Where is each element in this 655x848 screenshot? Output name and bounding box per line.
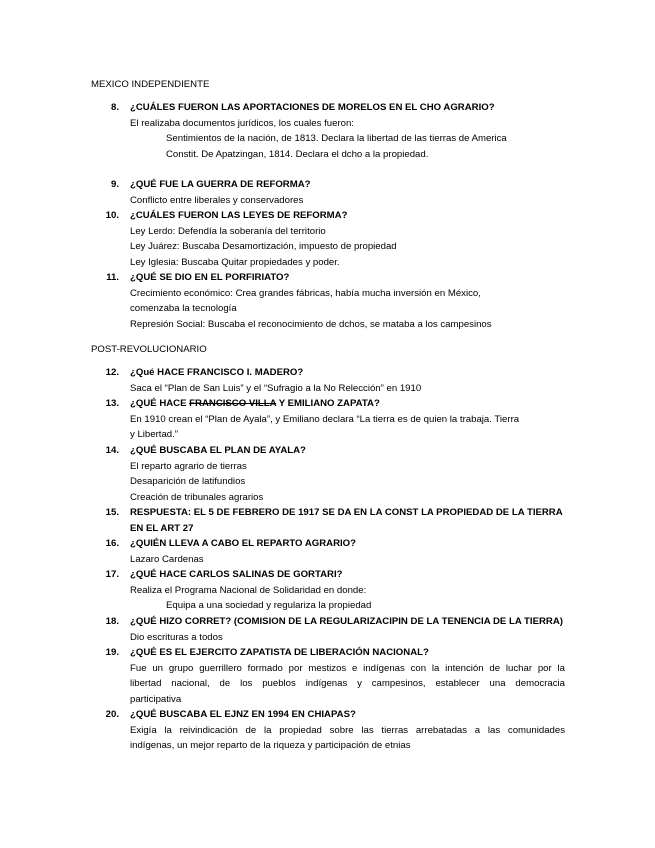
answer-17-2: Equipa a una sociedad y regulariza la propiedad — [166, 600, 372, 611]
question-13 — [130, 398, 380, 410]
question-8: ¿CUÁLES FUERON LAS APORTACIONES DE MORELOS EN EL CHO AGRARIO? — [130, 102, 495, 113]
question-15: RESPUESTA: EL 5 DE FEBRERO DE 1917 SE DA EN LA CONST LA PROPIEDAD DE LA TIERRA — [130, 507, 563, 518]
question-14: ¿QUÉ BUSCABA EL PLAN DE AYALA? — [130, 445, 306, 456]
question-15-continued: EN EL ART 27 — [130, 523, 194, 534]
answer-20-1: Exigía la reivindicación de la propiedad sobre las tierras arrebatadas a las comunidades — [130, 725, 565, 736]
item-number-14: 14. — [105, 445, 119, 456]
answer-14-2: Desaparición de latifundios — [130, 476, 246, 487]
question-20: ¿QUÉ BUSCABA EL EJNZ EN 1994 EN CHIAPAS? — [130, 709, 356, 720]
question-11: ¿QUÉ SE DIO EN EL PORFIRIATO? — [130, 272, 290, 283]
answer-10-1: Ley Lerdo: Defendía la soberanía del territorio — [130, 226, 326, 237]
item-number-8: 8. — [110, 102, 119, 113]
question-9: ¿QUÉ FUE LA GUERRA DE REFORMA? — [130, 179, 311, 190]
item-number-10: 10. — [105, 210, 119, 221]
answer-16-1: Lazaro Cardenas — [130, 554, 204, 565]
item-number-15: 15. — [105, 507, 119, 518]
answer-11-2: comenzaba la tecnología — [130, 303, 237, 314]
answer-13-2: y Libertad.” — [130, 429, 178, 440]
answer-13-1: En 1910 crean el “Plan de Ayala”, y Emiliano declara “La tierra es de quien la trabaja. Tierra — [130, 414, 520, 425]
answer-8-2: Sentimientos de la nación, de 1813. Declara la libertad de las tierras de America — [166, 133, 507, 144]
answer-8-1: El realizaba documentos jurídicos, los cuales fueron: — [130, 118, 354, 129]
answer-10-3: Ley Iglesia: Buscaba Quitar propiedades y poder. — [130, 257, 340, 268]
item-number-17: 17. — [105, 569, 119, 580]
question-18: ¿QUÉ HIZO CORRET? (COMISION DE LA REGULARIZACIPIN DE LA TENENCIA DE LA TIERRA) — [130, 616, 563, 627]
item-number-19: 19. — [105, 647, 119, 658]
section-heading-mexico-independiente: MEXICO INDEPENDIENTE — [91, 79, 210, 90]
item-number-9: 9. — [110, 179, 119, 190]
question-10: ¿CUÁLES FUERON LAS LEYES DE REFORMA? — [130, 210, 348, 221]
question-16: ¿QUIÉN LLEVA A CABO EL REPARTO AGRARIO? — [130, 538, 356, 549]
answer-14-1: El reparto agrario de tierras — [130, 461, 247, 472]
question-13-strikethrough: FRANCISCO VILLA — [189, 398, 277, 409]
item-number-16: 16. — [105, 538, 119, 549]
item-number-12: 12. — [105, 367, 119, 378]
question-13-pre: ¿QUÉ HACE — [130, 398, 190, 409]
item-number-18: 18. — [105, 616, 119, 627]
answer-19-2: libertad nacional, de los pueblos indígenas y campesinos, establecer una democracia — [130, 678, 565, 689]
answer-10-2: Ley Juárez: Buscaba Desamortización, impuesto de propiedad — [130, 241, 397, 252]
answer-17-1: Realiza el Programa Nacional de Solidaridad en donde: — [130, 585, 367, 596]
answer-14-3: Creación de tribunales agrarios — [130, 492, 264, 503]
answer-19-3: participativa — [130, 694, 182, 705]
question-12: ¿Qué HACE FRANCISCO I. MADERO? — [130, 367, 304, 378]
section-heading-post-revolucionario: POST-REVOLUCIONARIO — [91, 344, 207, 355]
answer-9-1: Conflicto entre liberales y conservadores — [130, 195, 304, 206]
answer-20-2: indígenas, un mejor reparto de la riqueza y participación de etnias — [130, 740, 411, 751]
answer-19-1: Fue un grupo guerrillero formado por mestizos e indígenas con la intención de luchar por la — [130, 663, 565, 674]
question-13-post: Y EMILIANO ZAPATA? — [276, 398, 380, 409]
answer-8-3: Constit. De Apatzingan, 1814. Declara el dcho a la propiedad. — [166, 149, 429, 160]
item-number-20: 20. — [105, 709, 119, 720]
answer-11-1: Crecimiento económico: Crea grandes fábricas, había mucha inversión en México, — [130, 288, 481, 299]
answer-11-3: Represión Social: Buscaba el reconocimiento de dchos, se mataba a los campesinos — [130, 319, 492, 330]
answer-12-1: Saca el “Plan de San Luis” y el “Sufragio a la No Relección” en 1910 — [130, 383, 422, 394]
question-19: ¿QUÉ ES EL EJERCITO ZAPATISTA DE LIBERACIÓN NACIONAL? — [130, 647, 429, 658]
question-17: ¿QUÉ HACE CARLOS SALINAS DE GORTARI? — [130, 569, 343, 580]
item-number-11: 11. — [106, 272, 119, 283]
item-number-13: 13. — [105, 398, 119, 409]
answer-18-1: Dio escrituras a todos — [130, 632, 223, 643]
